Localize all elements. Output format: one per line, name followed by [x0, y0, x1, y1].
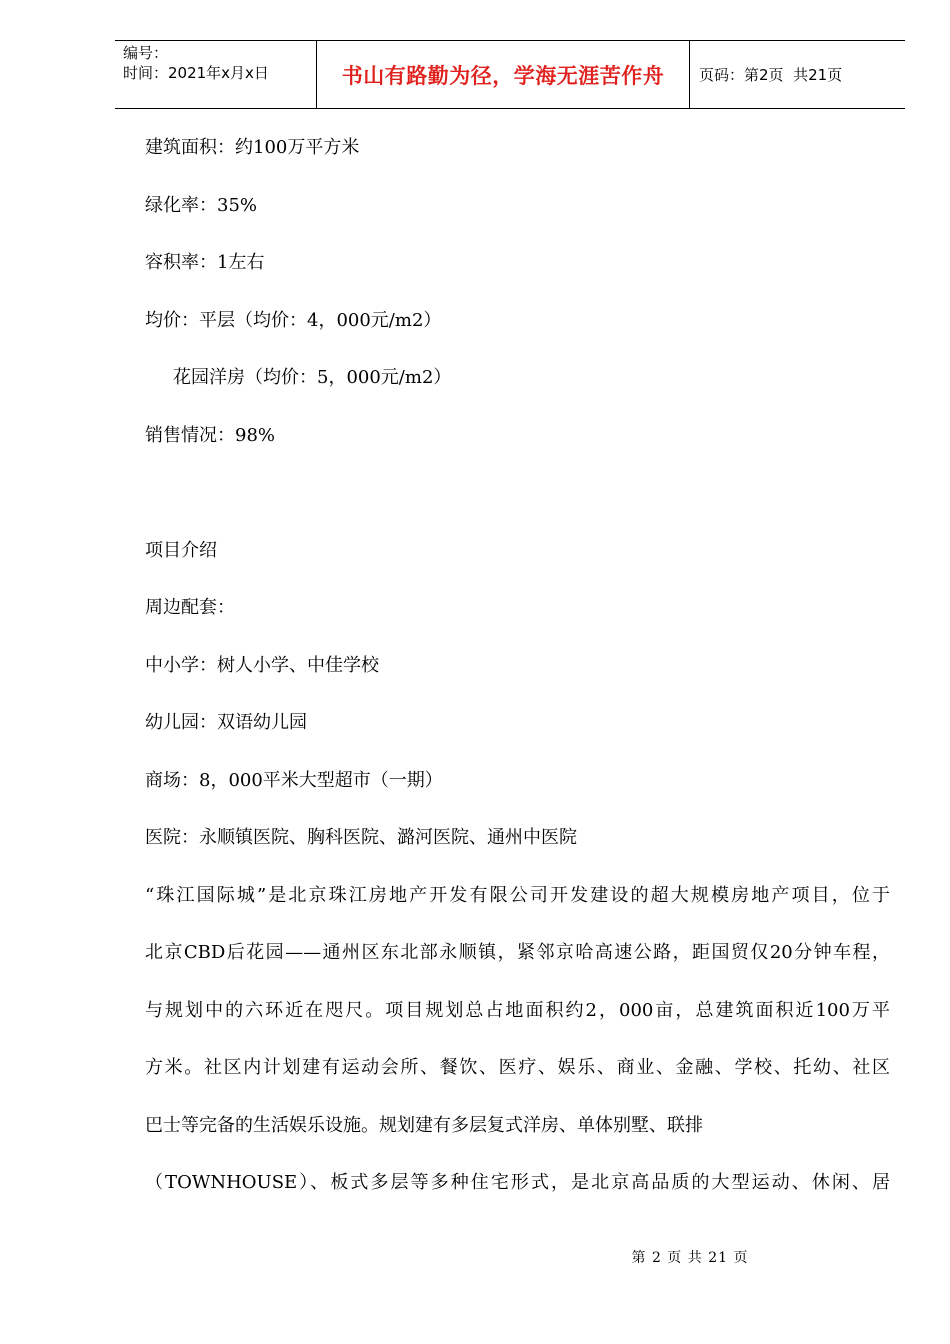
document-number-label: 编号：	[123, 44, 169, 62]
paragraph-line: 北京CBD后花园——通州区东北部永顺镇，紧邻京哈高速公路，距国贸仅20分钟车程，	[145, 942, 890, 963]
stat-building-area: 建筑面积：约100万平方米	[145, 137, 360, 158]
header-page-label: 页码：第2页 共21页	[699, 66, 843, 84]
header-motto: 书山有路勤为径，学海无涯苦作舟	[341, 63, 665, 88]
header-meta	[123, 43, 318, 83]
paragraph-line: 方米。社区内计划建有运动会所、餐饮、医疗、娱乐、商业、金融、学校、托幼、社区	[145, 1057, 890, 1078]
section-title-facilities: 周边配套：	[145, 597, 235, 618]
paragraph-line: “珠江国际城”是北京珠江房地产开发有限公司开发建设的超大规模房地产项目，位于	[145, 884, 890, 906]
facility-kindergarten: 幼儿园：双语幼儿园	[145, 712, 307, 733]
document-time-label: 时间：2021年x月x日	[123, 64, 269, 82]
section-title-intro: 项目介绍	[145, 539, 217, 561]
stat-price-flat: 均价：平层（均价：4，000元/m2）	[145, 309, 442, 331]
facility-mall: 商场：8，000平米大型超市（一期）	[145, 769, 443, 791]
stat-price-garden: 花园洋房（均价：5，000元/m2）	[173, 367, 452, 388]
header-divider-right	[689, 41, 690, 108]
stat-plot-ratio: 容积率：1左右	[145, 252, 265, 273]
header-page-info	[699, 41, 842, 108]
facility-schools: 中小学：树人小学、中佳学校	[145, 654, 379, 676]
paragraph-line: 与规划中的六环近在咫尺。项目规划总占地面积约2，000亩，总建筑面积近100万平	[145, 999, 890, 1021]
intro-paragraph	[145, 879, 890, 1224]
stat-sales: 销售情况：98%	[145, 424, 276, 446]
page-footer: 第 2 页 共 21 页	[631, 1250, 749, 1266]
facility-hospitals: 医院：永顺镇医院、胸科医院、潞河医院、通州中医院	[145, 827, 577, 848]
paragraph-line: （TOWNHOUSE）、板式多层等多种住宅形式，是北京高品质的大型运动、休闲、居	[145, 1172, 890, 1193]
paragraph-line: 巴士等完备的生活娱乐设施。规划建有多层复式洋房、单体别墅、联排	[145, 1114, 703, 1136]
page-header	[115, 40, 905, 109]
blank-line	[145, 476, 890, 534]
document-body	[145, 131, 890, 1224]
stat-green-rate: 绿化率：35%	[145, 194, 258, 216]
